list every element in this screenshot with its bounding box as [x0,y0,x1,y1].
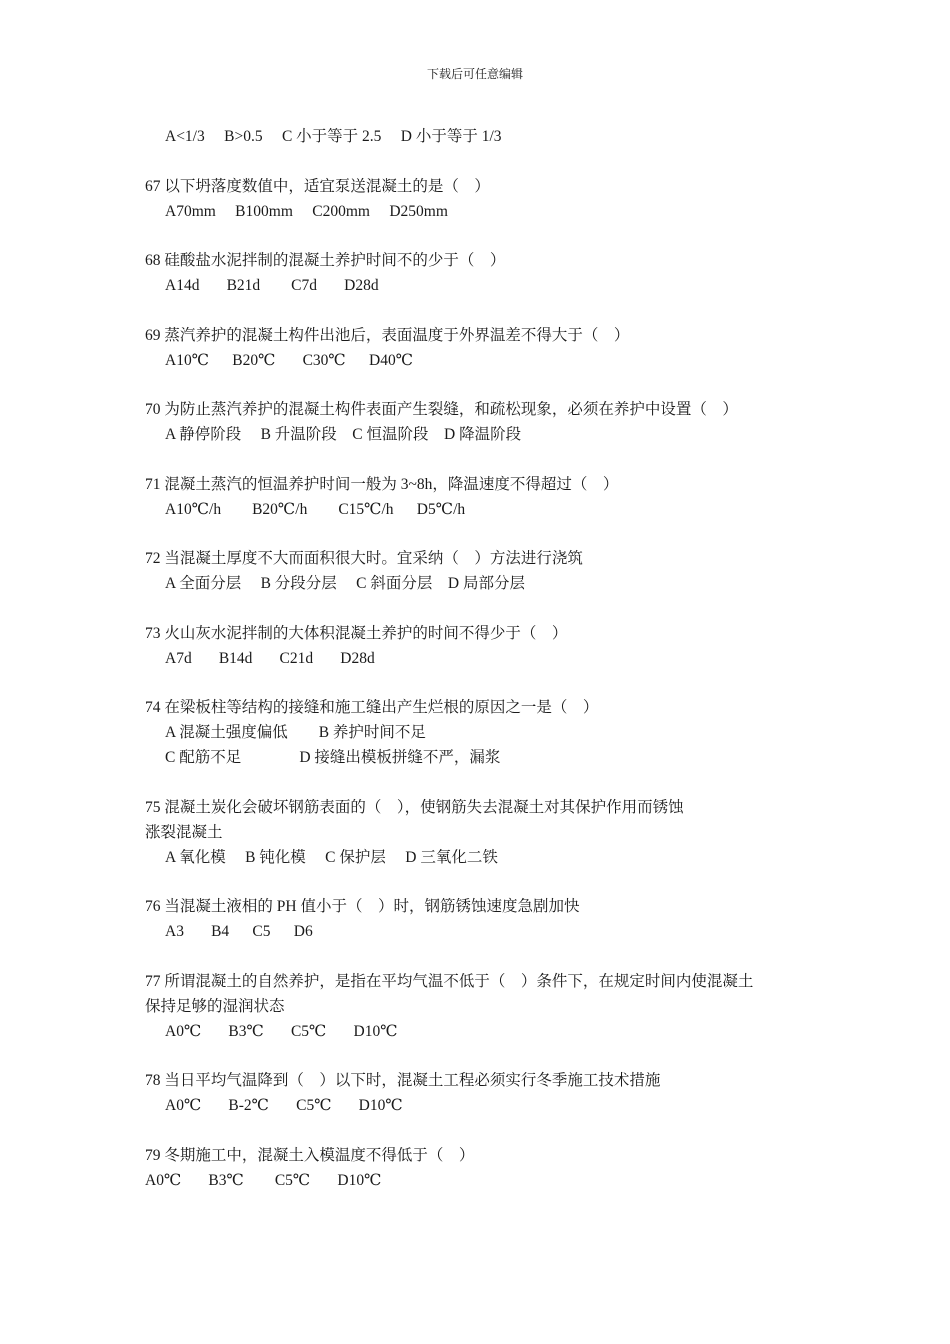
question-77 [145,969,825,1044]
question-text: 68 硅酸盐水泥拌制的混凝土养护时间不的少于（ ） [145,252,506,269]
question-text: 71 混凝土蒸汽的恒温养护时间一般为 3~8h，降温速度不得超过（ ） [145,475,619,493]
options-line: A<1/3 B>0.5 C 小于等于 2.5 D 小于等于 1/3 [165,128,502,145]
question-text: 75 混凝土炭化会破坏钢筋表面的（ ），使钢筋失去混凝土对其保护作用而锈蚀 [145,798,684,816]
question-71 [145,472,825,522]
question-text: 72 当混凝土厚度不大而面积很大时。宜采纳（ ）方法进行浇筑 [145,550,583,567]
question-67 [145,174,825,224]
options-line: A10℃ B20℃ C30℃ D40℃ [165,351,414,369]
question-text-cont: 保持足够的湿润状态 [145,997,285,1015]
question-72 [145,546,825,596]
question-text: 69 蒸汽养护的混凝土构件出池后，表面温度于外界温差不得大于（ ） [145,326,630,344]
question-78 [145,1068,825,1118]
options-line: A14d B21d C7d D28d [165,277,379,294]
question-75 [145,795,825,870]
question-text: 77 所谓混凝土的自然养护，是指在平均气温不低于（ ）条件下，在规定时间内使混凝土 [145,972,754,990]
question-74 [145,695,825,770]
options-line: C 配筋不足 D 接缝出模板拼缝不严，漏浆 [165,749,501,766]
question-text: 67 以下坍落度数值中，适宜泵送混凝土的是（ ） [145,177,490,195]
options-line: A10℃/h B20℃/h C15℃/h D5℃/h [165,500,466,518]
question-79 [145,1143,825,1193]
question-list [145,124,825,1193]
question-text: 78 当日平均气温降到（ ）以下时，混凝土工程必须实行冬季施工技术措施 [145,1072,661,1089]
options-line: A 静停阶段 B 升温阶段 C 恒温阶段 D 降温阶段 [165,426,522,443]
question-text-cont: 涨裂混凝土 [145,823,223,841]
question-70 [145,397,825,447]
question-68 [145,248,825,298]
options-line: A70mm B100mm C200mm D250mm [165,202,448,220]
options-line: A0℃ B3℃ C5℃ D10℃ [145,1171,382,1189]
options-line: A 氧化模 B 钝化模 C 保护层 D 三氧化二铁 [165,848,498,866]
options-line: A7d B14d C21d D28d [165,649,375,667]
options-line: A0℃ B3℃ C5℃ D10℃ [165,1022,398,1040]
question-text: 70 为防止蒸汽养护的混凝土构件表面产生裂缝，和疏松现象，必须在养护中设置（ ） [145,401,738,418]
options-line: A 混凝土强度偏低 B 养护时间不足 [165,724,426,741]
question-text: 74 在梁板柱等结构的接缝和施工缝出产生烂根的原因之一是（ ） [145,699,599,716]
question-69 [145,323,825,373]
page-header: 下载后可任意编辑 [426,67,523,81]
question-text: 76 当混凝土液相的 PH 值小于（ ）时，钢筋锈蚀速度急剧加快 [145,898,580,915]
options-line: A 全面分层 B 分段分层 C 斜面分层 D 局部分层 [165,575,525,592]
question-text: 79 冬期施工中，混凝土入模温度不得低于（ ） [145,1146,475,1164]
question-76 [145,894,825,944]
question-text: 73 火山灰水泥拌制的大体积混凝土养护的时间不得少于（ ） [145,624,568,642]
options-line: A0℃ B-2℃ C5℃ D10℃ [165,1097,403,1114]
question-73 [145,621,825,671]
options-line: A3 B4 C5 D6 [165,923,313,940]
